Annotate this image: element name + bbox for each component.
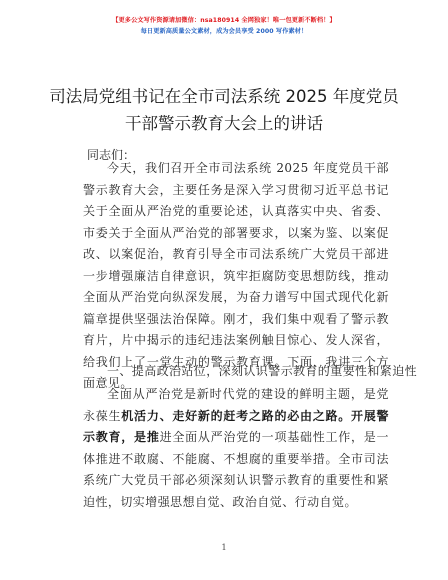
document-title-line1: 司法局党组书记在全市司法系统 2025 年度党员 [49,87,399,106]
paragraph-text-part2: 进全面从严治党的一项基础性工作，是一体推进不敢腐、不能腐、不想腐的重要举措。全市司法系统广大党员干部必须深刻认识警示教育的重要性和紧迫性，切实增强思想自觉、政治自觉、行动自觉。 [83,430,389,509]
section-heading-1: 一、提高政治站位，深刻认识警示教育的重要性和紧迫性 [107,364,418,378]
promo-banner-line1: 【更多公文写作资源请加微信：nsa180914 全网独家！唯一包更新不断档！】 [112,17,336,24]
paragraph-text-part1: 全面从严治党是新时代党的建设的鲜明主题，是党永葆生 [83,387,389,423]
page-number: 1 [221,543,227,552]
body-paragraph-section1 [83,384,389,513]
promo-banner-line2: 每日更新高质量公文素材，成为会员享受 2000 写作素材！ [140,28,308,35]
body-paragraph-intro: 今天，我们召开全市司法系统 2025 年度党员干部警示教育大会，主要任务是深入学习贯彻习近平总书记关于全面从严治党的重要论述，认真落实中央、省委、市委关于全面从严治党的部署要求，以案为鉴、以案促改、以案促治，教育引导全市司法系统广大党员干部进一步增强廉洁自律意识，筑牢拒腐防变思想防线，推动全面从严治党向纵深发展，为奋力谱写中国式现代化新篇章提供坚强法治保障。刚才，我们集中观看了警示教育片，片中揭示的违纪违法案例触目惊心、发人深省，给我们上了一堂生动的警示教育课。下面，我讲三个方面意见。 [83,161,389,390]
document-title-line2: 干部警示教育大会上的讲话 [125,114,323,133]
paragraph-bold-text: 机活力、走好新的赶考之路的必由之路。开展警示教育，是推 [83,408,389,444]
salutation: 同志们： [87,148,136,162]
